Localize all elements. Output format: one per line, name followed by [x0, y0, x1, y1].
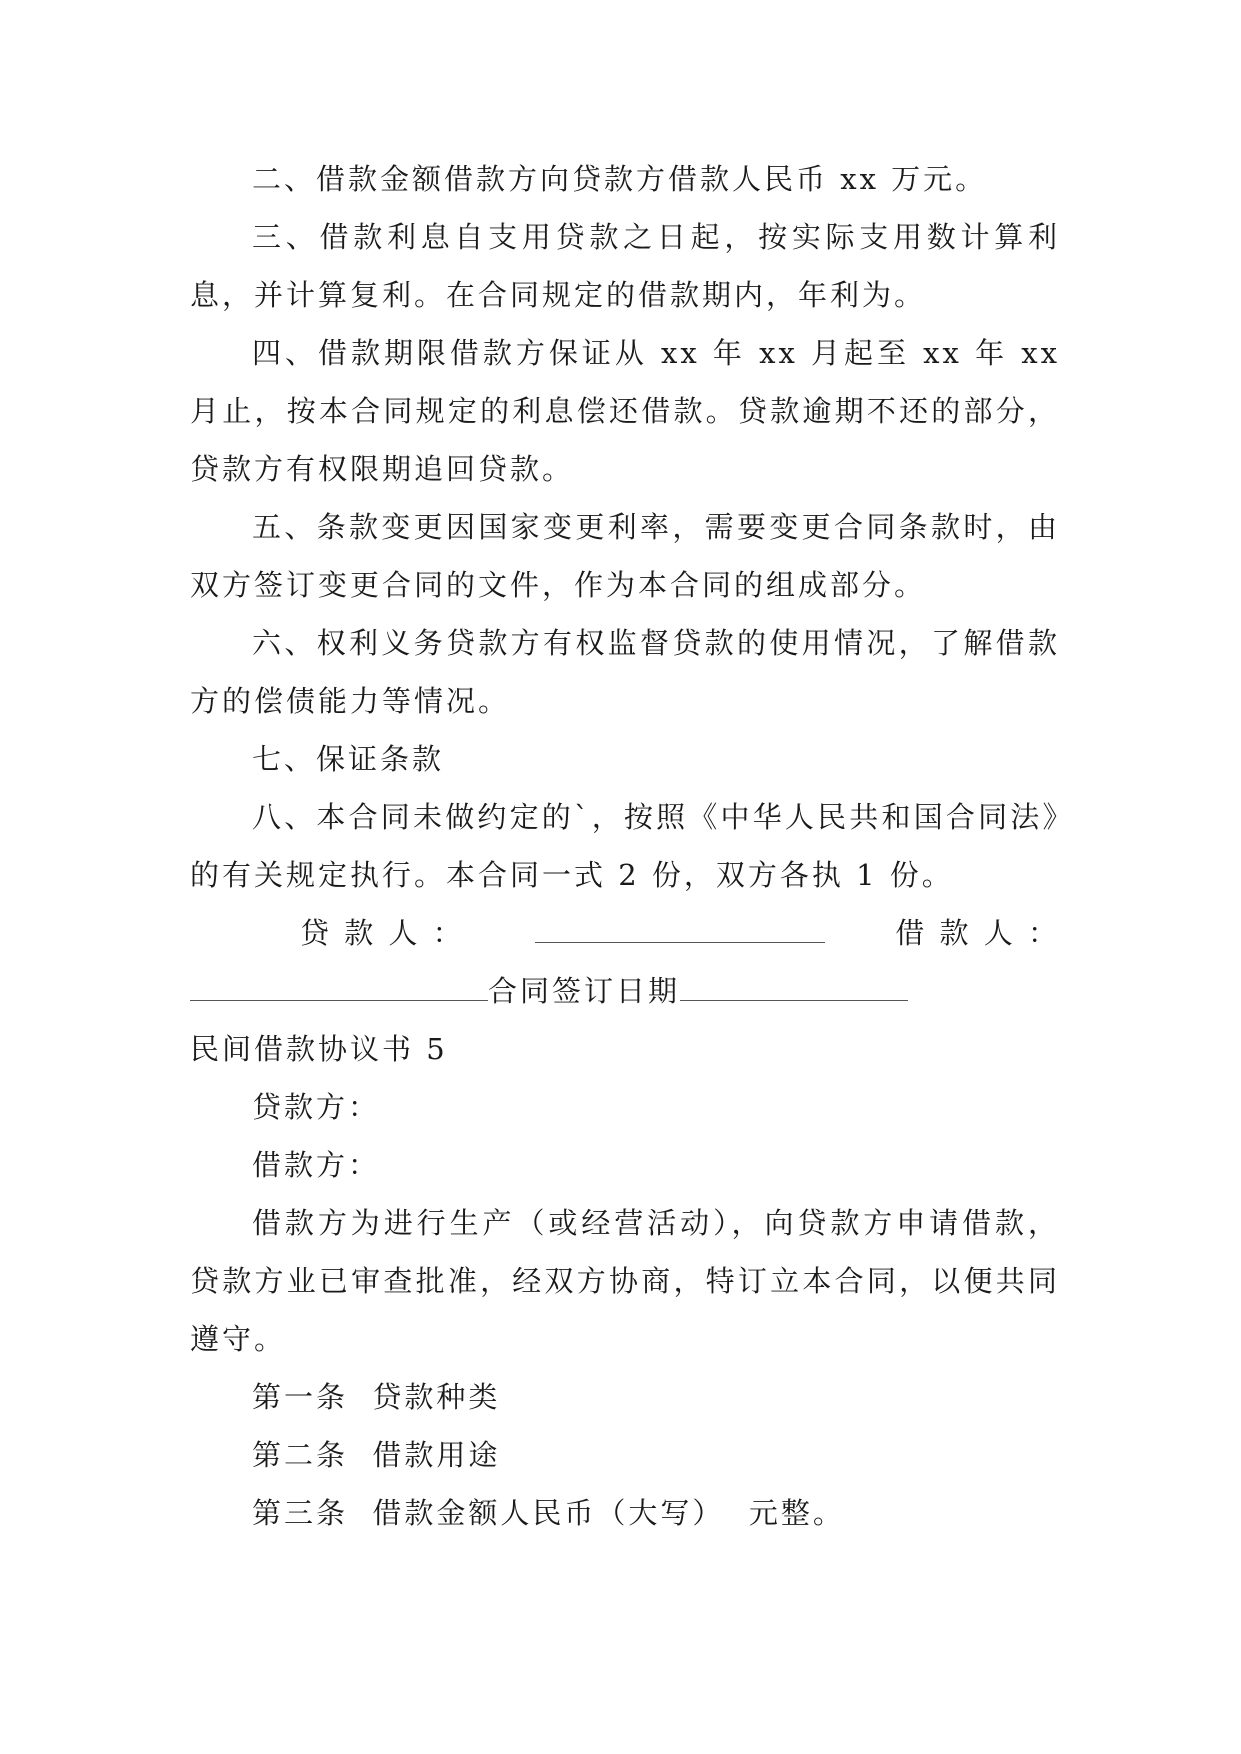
signing-date-line — [190, 962, 1060, 1020]
clause-7-guarantee: 七、保证条款 — [252, 742, 445, 776]
signature-line — [190, 904, 1060, 962]
article-1: 第一条 贷款种类 — [252, 1380, 501, 1414]
lender-party: 贷款方： — [252, 1090, 381, 1124]
lender-signature-label: 贷 款 人 ： — [300, 916, 465, 950]
clause-6-rights: 六、权利义务贷款方有权监督贷款的使用情况，了解借款方的偿债能力等情况。 — [190, 626, 1060, 718]
signing-date-label: 合同签订日期 — [488, 974, 681, 1008]
document-body — [190, 150, 1060, 1542]
borrower-signature-label: 借 款 人 ： — [895, 916, 1060, 950]
clause-5-change: 五、条款变更因国家变更利率，需要变更合同条款时，由双方签订变更合同的文件，作为本合同的组成部分。 — [190, 510, 1060, 602]
section-title: 民间借款协议书 5 — [190, 1032, 448, 1066]
borrower-party: 借款方： — [252, 1148, 381, 1182]
clause-3-interest: 三、借款利息自支用贷款之日起，按实际支用数计算利息，并计算复利。在合同规定的借款期内，年利为。 — [190, 220, 1060, 312]
clause-2-amount: 二、借款金额借款方向贷款方借款人民币 xx 万元。 — [252, 162, 988, 196]
contract-intro: 借款方为进行生产（或经营活动），向贷款方申请借款，贷款方业已审查批准，经双方协商，特订立本合同，以便共同遵守。 — [190, 1206, 1060, 1356]
article-3: 第三条 借款金额人民币（大写） 元整。 — [252, 1496, 845, 1530]
signing-date-blank — [680, 978, 908, 1001]
borrower-signature-blank — [190, 978, 488, 1001]
article-2: 第二条 借款用途 — [252, 1438, 501, 1472]
lender-signature-blank — [535, 920, 825, 943]
clause-8-other: 八、本合同未做约定的`，按照《中华人民共和国合同法》的有关规定执行。本合同一式 2 份，双方各执 1 份。 — [190, 800, 1060, 892]
clause-4-term: 四、借款期限借款方保证从 xx 年 xx 月起至 xx 年 xx 月止，按本合同规定的利息偿还借款。贷款逾期不还的部分，贷款方有权限期追回贷款。 — [190, 336, 1060, 486]
